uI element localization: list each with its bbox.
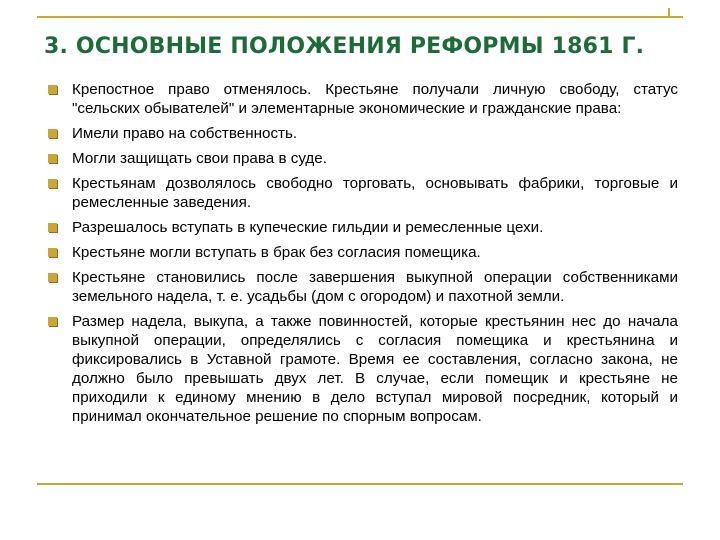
bullet-square-icon <box>48 129 57 138</box>
bullet-square-icon <box>48 273 57 282</box>
bullet-square-icon <box>48 85 57 94</box>
bullet-item <box>48 174 678 212</box>
bullet-text: Крепостное право отменялось. Крестьяне получали личную свободу, статус "сельских обывателей" и элементарные экономические и гражданские права: <box>72 81 678 117</box>
top-divider <box>37 16 683 18</box>
bullet-square-icon <box>48 317 57 326</box>
bullet-square-icon <box>48 223 57 232</box>
bullet-item <box>48 124 678 143</box>
bullet-item <box>48 243 678 262</box>
bullet-text: Крестьяне могли вступать в брак без согласия помещика. <box>72 244 481 261</box>
bullet-item <box>48 149 678 168</box>
bullet-text: Разрешалось вступать в купеческие гильдии и ремесленные цехи. <box>72 219 544 236</box>
bullet-text: Имели право на собственность. <box>72 125 298 142</box>
bullet-text: Могли защищать свои права в суде. <box>72 150 327 167</box>
bullet-item <box>48 80 678 118</box>
bullet-text: Размер надела, выкупа, а также повинностей, которые крестьянин нес до начала выкупной операции, определялись с согласия помещика и крестьянина и фиксировались в Уставной грамоте. Время ее составления, согласно закона, не должно было превышать двух лет. В случае, если помещик и крестьяне не приходили к единому мнению в дело вступал мировой посредник, который и принимал окончательное решение по спорным вопросам. <box>72 313 678 425</box>
bullet-item <box>48 312 678 426</box>
bullet-item <box>48 268 678 306</box>
slide-title: 3. ОСНОВНЫЕ ПОЛОЖЕНИЯ РЕФОРМЫ 1861 Г. <box>44 34 645 59</box>
bullet-square-icon <box>48 248 57 257</box>
bullet-square-icon <box>48 154 57 163</box>
bullet-text: Крестьяне становились после завершения выкупной операции собственниками земельного надела, т. е. усадьбы (дом с огородом) и пахотной земли. <box>72 269 678 305</box>
corner-accent <box>668 8 670 18</box>
bottom-divider <box>37 483 683 485</box>
bullet-item <box>48 218 678 237</box>
bullet-square-icon <box>48 179 57 188</box>
bullet-text: Крестьянам дозволялось свободно торговать, основывать фабрики, торговые и ремесленные заведения. <box>72 175 678 211</box>
bullet-list <box>48 80 678 432</box>
